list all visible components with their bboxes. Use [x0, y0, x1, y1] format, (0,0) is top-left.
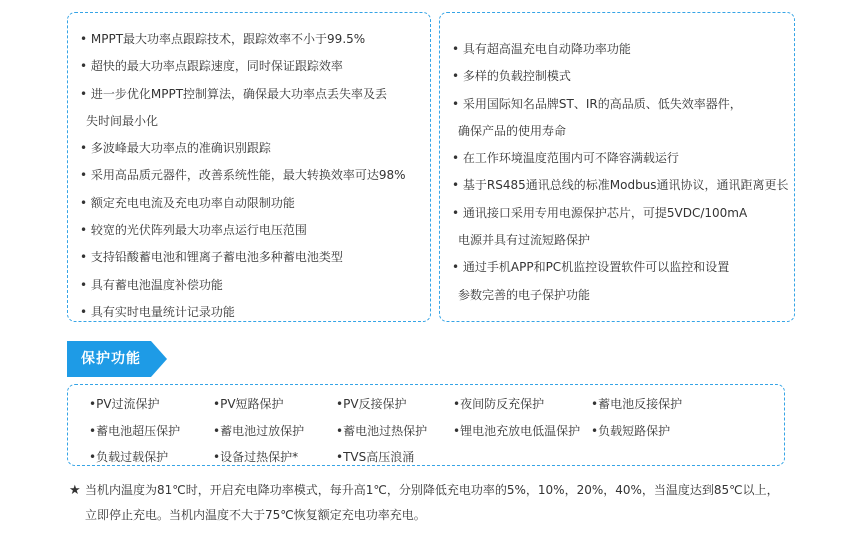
feature-text: • 采用高品质元器件，改善系统性能，最大转换效率可达98% [80, 168, 406, 183]
feature-item [80, 272, 430, 299]
features-list-right [452, 36, 794, 309]
feature-item [452, 145, 794, 172]
protection-item: •负载短路保护 [591, 423, 671, 438]
feature-item [452, 63, 794, 90]
protection-section-tab [67, 341, 167, 377]
feature-text: • 额定充电电流及充电功率自动限制功能 [80, 195, 295, 210]
protection-item: •PV反接保护 [336, 397, 407, 411]
feature-item [80, 190, 430, 217]
protection-item: •蓄电池过放保护 [213, 423, 305, 438]
protection-item: •PV过流保护 [89, 397, 160, 411]
protection-grid [89, 391, 784, 471]
features-list-left [80, 26, 430, 326]
feature-text-continued: 失时间最小化 [86, 113, 159, 128]
feature-item [452, 172, 794, 199]
feature-text: • 支持铅酸蓄电池和锂离子蓄电池多种蓄电池类型 [80, 250, 343, 265]
feature-text: • 多样的负载控制模式 [452, 69, 571, 84]
feature-text: • 基于RS485通讯总线的标准Modbus通讯协议，通讯距离更长 [452, 178, 789, 193]
feature-text: • 通讯接口采用专用电源保护芯片，可提5VDC/100mA [452, 205, 748, 220]
feature-text: • 具有实时电量统计记录功能 [80, 304, 235, 319]
feature-text: • 多波峰最大功率点的准确识别跟踪 [80, 141, 271, 156]
feature-item [80, 162, 430, 189]
feature-text: • 通过手机APP和PC机监控设置软件可以监控和设置 [452, 260, 730, 275]
feature-item [80, 217, 430, 244]
feature-item [80, 53, 430, 80]
star-icon: ★ [69, 483, 81, 498]
protection-item: •负载过载保护 [89, 450, 169, 464]
note-line-1: 当机内温度为81℃时，开启充电降功率模式，每升高1℃，分别降低充电功率的5%，10%，20%，40%，当温度达到85℃以上， [85, 483, 779, 497]
protection-item: •蓄电池过热保护 [336, 423, 428, 438]
protection-item: •蓄电池反接保护 [591, 397, 683, 411]
features-panel-right [439, 12, 795, 322]
feature-text: • 较宽的光伏阵列最大功率点运行电压范围 [80, 223, 307, 238]
feature-text: • 超快的最大功率点跟踪速度，同时保证跟踪效率 [80, 59, 343, 74]
note-line-2: 立即停止充电。当机内温度不大于75℃恢复额定充电功率充电。 [85, 508, 426, 522]
protection-item: •PV短路保护 [213, 397, 284, 411]
features-panel-left [67, 12, 431, 322]
feature-text: • 具有超高温充电自动降功率功能 [452, 42, 631, 56]
feature-item [80, 26, 430, 53]
protection-item: •设备过热保护* [213, 450, 299, 464]
feature-text: • MPPT最大功率点跟踪技术，跟踪效率不小于99.5% [80, 32, 366, 46]
feature-item [452, 91, 794, 146]
protection-item: •夜间防反充保护 [453, 397, 545, 411]
feature-item [80, 299, 430, 326]
feature-text: • 进一步优化MPPT控制算法，确保最大功率点丢失率及丢 [80, 86, 388, 101]
feature-text-continued: 参数完善的电子保护功能 [458, 287, 591, 302]
feature-item [452, 254, 794, 309]
feature-item [80, 135, 430, 162]
protection-item: •锂电池充放电低温保护 [453, 423, 581, 438]
protection-item: •TVS高压浪涌 [336, 450, 415, 464]
feature-text: • 具有蓄电池温度补偿功能 [80, 277, 223, 292]
protection-panel [67, 384, 785, 466]
feature-item [452, 200, 794, 255]
feature-item [452, 36, 794, 63]
feature-text: • 在工作环境温度范围内可不降容满载运行 [452, 151, 679, 166]
temperature-note [69, 478, 799, 527]
feature-item [80, 244, 430, 271]
feature-text-continued: 电源并具有过流短路保护 [458, 233, 591, 248]
section-title: 保护功能 [81, 351, 141, 367]
protection-item: •蓄电池超压保护 [89, 423, 181, 438]
feature-text-continued: 确保产品的使用寿命 [458, 123, 567, 138]
feature-text: • 采用国际知名品牌ST、IR的高品质、低失效率器件， [452, 96, 742, 111]
feature-item [80, 81, 430, 136]
